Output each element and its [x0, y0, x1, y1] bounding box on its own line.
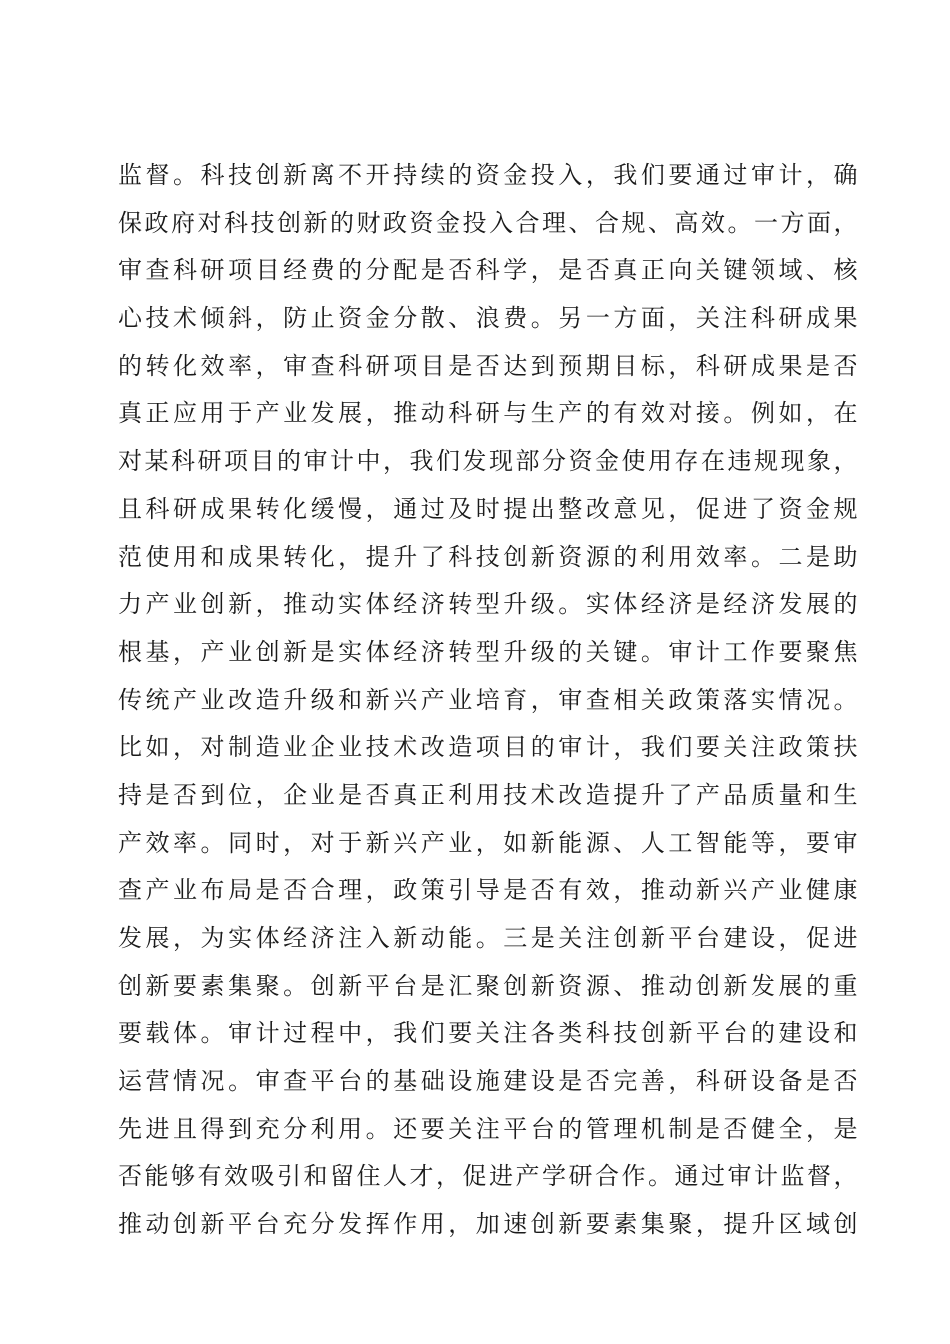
text-line: 持是否到位，企业是否真正利用技术改造提升了产品质量和生	[118, 780, 858, 809]
text-line: 运营情况。审查平台的基础设施建设是否完善，科研设备是否	[118, 1067, 858, 1096]
text-line: 要载体。审计过程中，我们要关注各类科技创新平台的建设和	[118, 1019, 858, 1048]
text-line: 力产业创新，推动实体经济转型升级。实体经济是经济发展的	[118, 590, 858, 619]
text-line: 对某科研项目的审计中，我们发现部分资金使用存在违规现象，	[118, 447, 858, 476]
text-line: 比如，对制造业企业技术改造项目的审计，我们要关注政策扶	[118, 733, 858, 762]
text-line: 监督。科技创新离不开持续的资金投入，我们要通过审计，确	[118, 161, 858, 189]
text-line: 保政府对科技创新的财政资金投入合理、合规、高效。一方面，	[118, 208, 858, 237]
text-line: 范使用和成果转化，提升了科技创新资源的利用效率。二是助	[118, 542, 858, 571]
text-line: 根基，产业创新是实体经济转型升级的关键。审计工作要聚焦	[118, 637, 858, 666]
text-line: 审查科研项目经费的分配是否科学，是否真正向关键领域、核	[118, 256, 858, 285]
text-line: 查产业布局是否合理，政策引导是否有效，推动新兴产业健康	[118, 876, 858, 905]
text-line: 推动创新平台充分发挥作用，加速创新要素集聚，提升区域创	[118, 1210, 858, 1239]
text-line: 且科研成果转化缓慢，通过及时提出整改意见，促进了资金规	[118, 494, 858, 523]
text-line: 心技术倾斜，防止资金分散、浪费。另一方面，关注科研成果	[118, 304, 858, 333]
text-line: 先进且得到充分利用。还要关注平台的管理机制是否健全，是	[118, 1114, 858, 1143]
text-line: 真正应用于产业发展，推动科研与生产的有效对接。例如，在	[118, 399, 858, 428]
text-line: 产效率。同时，对于新兴产业，如新能源、人工智能等，要审	[118, 828, 858, 857]
body-paragraph	[118, 152, 858, 1249]
text-line: 发展，为实体经济注入新动能。三是关注创新平台建设，促进	[118, 924, 858, 952]
text-line: 否能够有效吸引和留住人才，促进产学研合作。通过审计监督，	[118, 1162, 858, 1191]
text-line: 创新要素集聚。创新平台是汇聚创新资源、推动创新发展的重	[118, 971, 858, 1000]
text-line: 传统产业改造升级和新兴产业培育，审查相关政策落实情况。	[118, 685, 858, 714]
text-line: 的转化效率，审查科研项目是否达到预期目标，科研成果是否	[118, 351, 858, 380]
